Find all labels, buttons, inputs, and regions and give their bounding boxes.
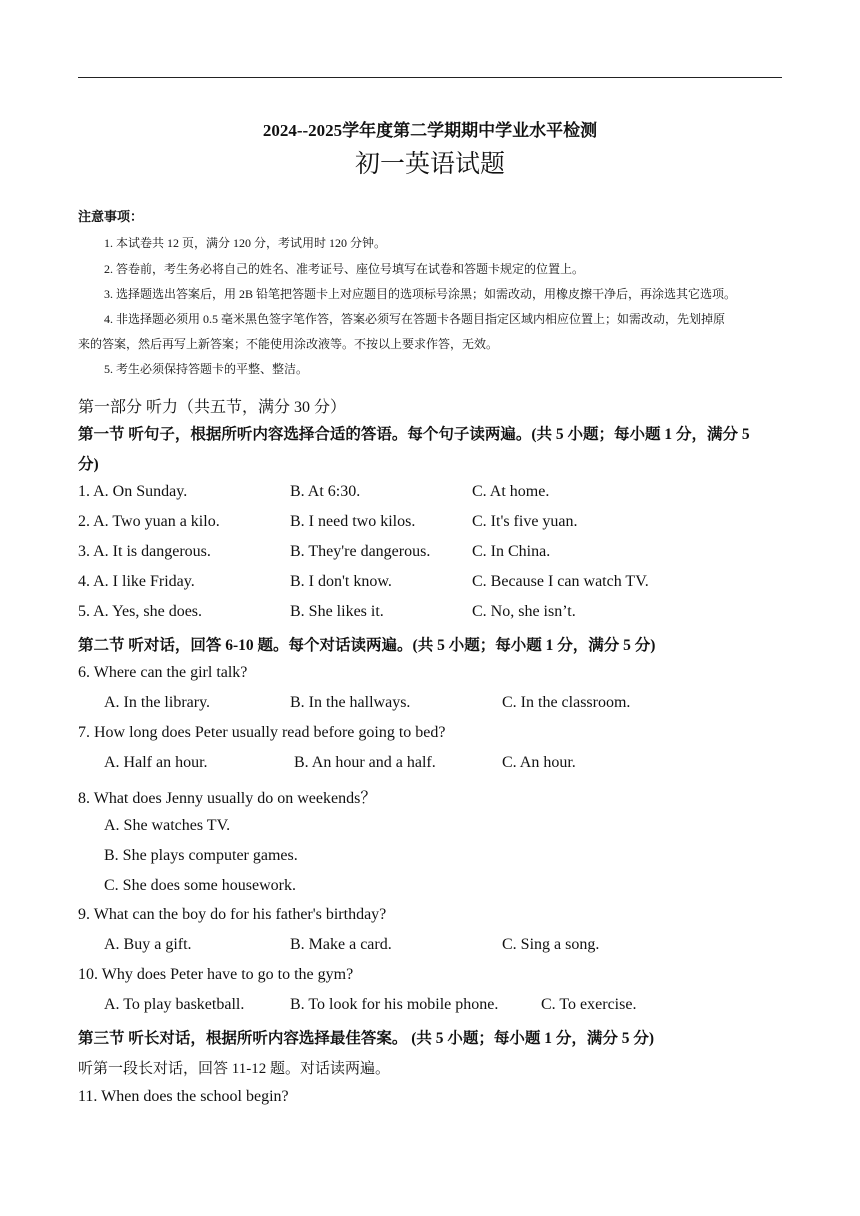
notice-item: 1. 本试卷共 12 页，满分 120 分，考试用时 120 分钟。 xyxy=(104,236,387,250)
q9-stem: 9. What can the boy do for his father's birthday? xyxy=(78,906,387,923)
section1-title: 第一节 听句子，根据所听内容选择合适的答语。每个句子读两遍。(共 5 小题；每小题 1 分，满分 5 xyxy=(78,426,750,443)
q3-option-b: B. They're dangerous. xyxy=(290,543,431,560)
q1-option-a: 1. A. On Sunday. xyxy=(78,483,188,500)
q6-stem: 6. Where can the girl talk? xyxy=(78,664,248,681)
paper-title: 初一英语试题 xyxy=(354,151,505,178)
q8-stem: 8. What does Jenny usually do on weekends？ xyxy=(78,790,377,807)
q10-option-c: C. To exercise. xyxy=(541,996,637,1013)
q11-stem: 11. When does the school begin? xyxy=(78,1088,289,1105)
q7-option-c: C. An hour. xyxy=(502,754,576,771)
q5-option-c: C. No, she isn’t. xyxy=(472,603,576,620)
q7-stem: 7. How long does Peter usually read before going to bed? xyxy=(78,724,446,741)
q9-option-c: C. Sing a song. xyxy=(502,936,600,953)
q10-option-b: B. To look for his mobile phone. xyxy=(290,996,499,1013)
section3-intro: 听第一段长对话，回答 11-12 题。对话读两遍。 xyxy=(78,1061,390,1077)
section1-title-cont: 分) xyxy=(78,456,99,473)
section3-title: 第三节 听长对话，根据所听内容选择最佳答案。 (共 5 小题；每小题 1 分，满分 5 分) xyxy=(78,1030,655,1047)
q2-option-a: 2. A. Two yuan a kilo. xyxy=(78,513,220,530)
q8-option-c: C. She does some housework. xyxy=(104,877,296,894)
q9-option-b: B. Make a card. xyxy=(290,936,392,953)
q7-option-b: B. An hour and a half. xyxy=(294,754,436,771)
q2-option-b: B. I need two kilos. xyxy=(290,513,416,530)
q3-option-a: 3. A. It is dangerous. xyxy=(78,543,211,560)
q8-option-b: B. She plays computer games. xyxy=(104,847,298,864)
top-rule xyxy=(78,77,782,78)
part1-title: 第一部分 听力（共五节，满分 30 分） xyxy=(78,399,347,416)
q2-option-c: C. It's five yuan. xyxy=(472,513,578,530)
q3-option-c: C. In China. xyxy=(472,543,551,560)
q6-option-b: B. In the hallways. xyxy=(290,694,411,711)
q10-stem: 10. Why does Peter have to go to the gym? xyxy=(78,966,354,983)
notice-item: 3. 选择题选出答案后，用 2B 铅笔把答题卡上对应题目的选项标号涂黑；如需改动，用橡皮擦干净后，再涂选其它选项。 xyxy=(104,287,737,301)
q9-option-a: A. Buy a gift. xyxy=(104,936,192,953)
q6-option-c: C. In the classroom. xyxy=(502,694,631,711)
notice-item-cont: 来的答案，然后再写上新答案；不能使用涂改液等。不按以上要求作答，无效。 xyxy=(78,337,499,351)
q7-option-a: A. Half an hour. xyxy=(104,754,208,771)
q10-option-a: A. To play basketball. xyxy=(104,996,245,1013)
notice-item: 4. 非选择题必须用 0.5 毫米黑色签字笔作答，答案必须写在答题卡各题目指定区域内相应位置上；如需改动，先划掉原 xyxy=(104,312,726,326)
notice-heading: 注意事项： xyxy=(78,209,144,224)
exam-title: 2024--2025学年度第二学期期中学业水平检测 xyxy=(262,121,598,140)
q5-option-b: B. She likes it. xyxy=(290,603,384,620)
section2-title: 第二节 听对话，回答 6-10 题。每个对话读两遍。(共 5 小题；每小题 1 分，满分 5 分) xyxy=(78,637,656,654)
q5-option-a: 5. A. Yes, she does. xyxy=(78,603,203,620)
q1-option-b: B. At 6:30. xyxy=(290,483,361,500)
q4-option-b: B. I don't know. xyxy=(290,573,392,590)
q8-option-a: A. She watches TV. xyxy=(104,817,231,834)
q4-option-a: 4. A. I like Friday. xyxy=(78,573,195,590)
notice-item: 5. 考生必须保持答题卡的平整、整洁。 xyxy=(104,362,309,376)
q6-option-a: A. In the library. xyxy=(104,694,211,711)
q1-option-c: C. At home. xyxy=(472,483,550,500)
q4-option-c: C. Because I can watch TV. xyxy=(472,573,649,590)
notice-item: 2. 答卷前，考生务必将自己的姓名、准考证号、座位号填写在试卷和答题卡规定的位置上。 xyxy=(104,262,585,276)
